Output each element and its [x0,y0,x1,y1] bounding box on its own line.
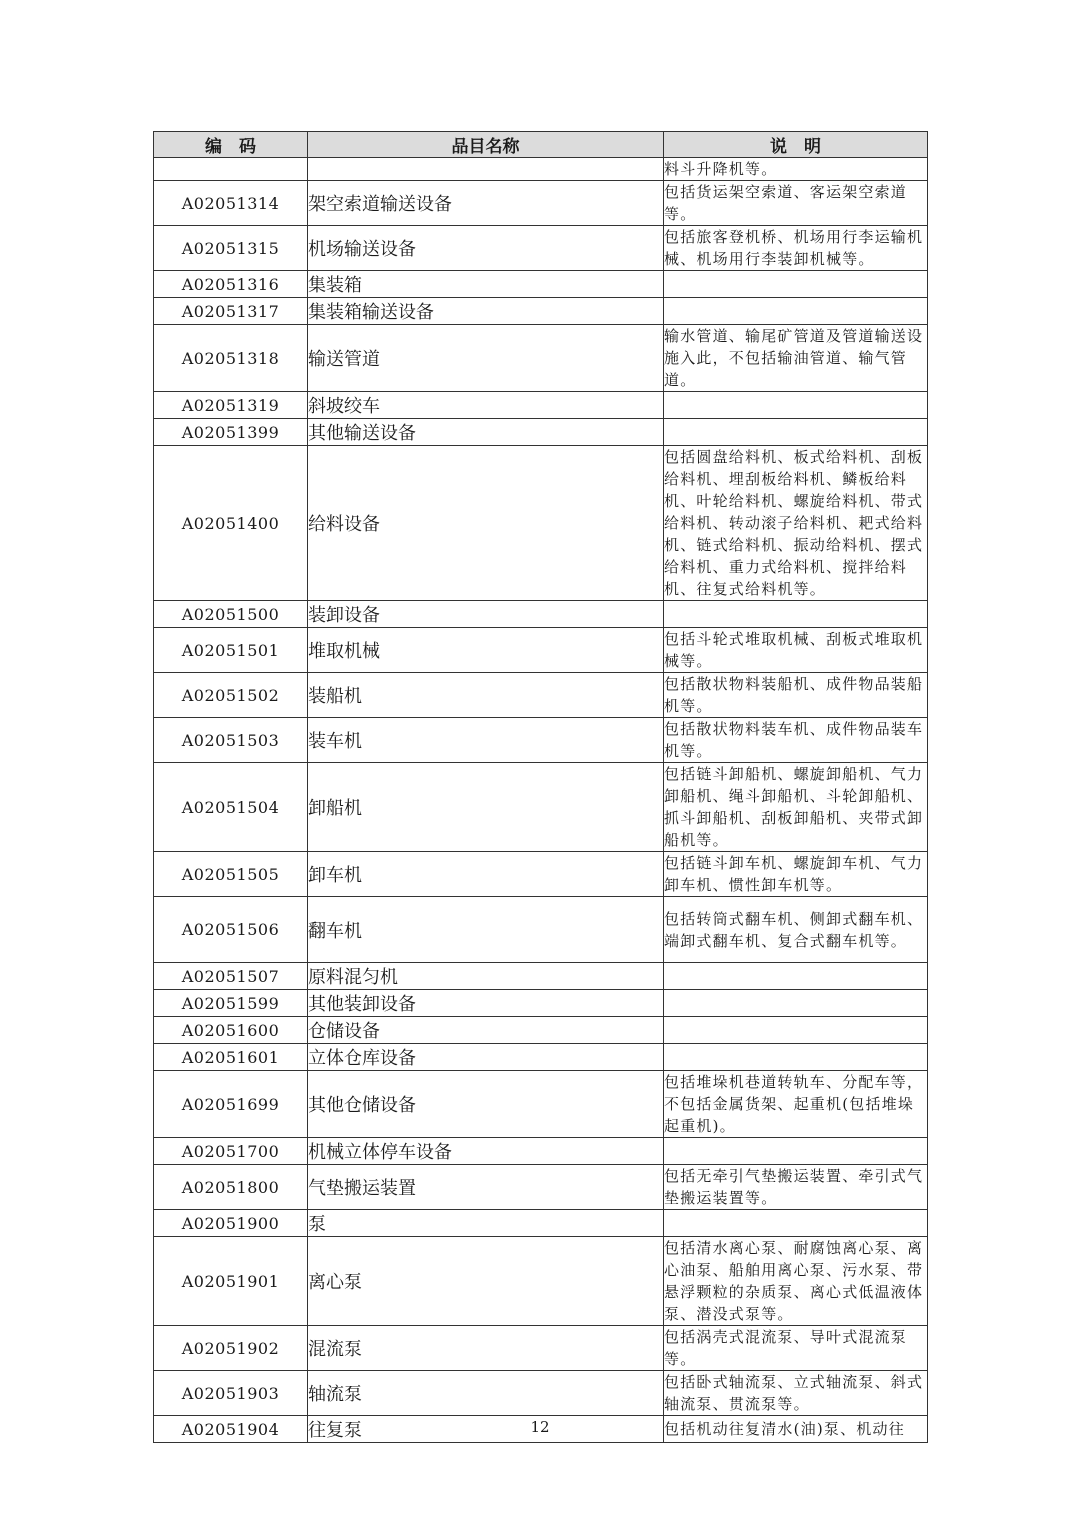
item-description: 包括链斗卸车机、螺旋卸车机、气力卸车机、惯性卸车机等。 [664,852,928,897]
item-description [664,271,928,298]
table-row [154,963,928,990]
table-row [154,718,928,763]
item-code: A02051599 [154,990,308,1017]
item-name: 装车机 [308,718,664,763]
item-name: 其他仓储设备 [308,1071,664,1138]
item-name: 斜坡绞车 [308,392,664,419]
table-row [154,1138,928,1165]
item-description: 包括货运架空索道、客运架空索道等。 [664,181,928,226]
item-name: 集装箱输送设备 [308,298,664,325]
item-name: 翻车机 [308,897,664,963]
item-name: 卸船机 [308,763,664,852]
item-code: A02051316 [154,271,308,298]
table-row [154,1237,928,1326]
catalog-table [153,131,928,1443]
item-code: A02051901 [154,1237,308,1326]
item-description [664,963,928,990]
header-description: 说 明 [664,132,928,158]
item-description: 包括散状物料装船机、成件物品装船机等。 [664,673,928,718]
table-row [154,763,928,852]
table-row [154,852,928,897]
table-row [154,271,928,298]
table-row [154,1044,928,1071]
table-row [154,1326,928,1371]
table-row [154,1165,928,1210]
item-name: 立体仓库设备 [308,1044,664,1071]
table-row [154,446,928,601]
item-name: 原料混匀机 [308,963,664,990]
item-description: 料斗升降机等。 [664,158,928,181]
item-description [664,419,928,446]
table-row [154,325,928,392]
item-code: A02051317 [154,298,308,325]
table-body [154,158,928,1443]
table-row [154,226,928,271]
item-name: 仓储设备 [308,1017,664,1044]
item-name: 集装箱 [308,271,664,298]
table-row [154,419,928,446]
table-row [154,392,928,419]
table-row [154,990,928,1017]
item-description: 包括无牵引气垫搬运装置、牵引式气垫搬运装置等。 [664,1165,928,1210]
header-row [154,132,928,158]
item-description [664,1017,928,1044]
table-row [154,158,928,181]
item-code: A02051318 [154,325,308,392]
item-code: A02051399 [154,419,308,446]
header-name: 品目名称 [308,132,664,158]
item-description: 输水管道、输尾矿管道及管道输送设施入此，不包括输油管道、输气管道。 [664,325,928,392]
table-header [154,132,928,158]
item-name: 往复泵 [308,1416,664,1443]
item-code: A02051600 [154,1017,308,1044]
item-code: A02051314 [154,181,308,226]
table-row [154,1371,928,1416]
item-code: A02051505 [154,852,308,897]
item-name: 离心泵 [308,1237,664,1326]
table-row [154,1071,928,1138]
item-code: A02051601 [154,1044,308,1071]
item-name: 架空索道输送设备 [308,181,664,226]
item-description: 包括圆盘给料机、板式给料机、刮板给料机、埋刮板给料机、鳞板给料机、叶轮给料机、螺旋给料机、带式给料机、转动滚子给料机、耙式给料机、链式给料机、振动给料机、摆式给料机、重力式给料机、搅拌给料机、往复式给料机等。 [664,446,928,601]
item-name: 其他输送设备 [308,419,664,446]
table-row [154,601,928,628]
item-name: 堆取机械 [308,628,664,673]
item-description: 包括卧式轴流泵、立式轴流泵、斜式轴流泵、贯流泵等。 [664,1371,928,1416]
item-description [664,1138,928,1165]
item-name: 轴流泵 [308,1371,664,1416]
item-description: 包括涡壳式混流泵、导叶式混流泵等。 [664,1326,928,1371]
item-description [664,990,928,1017]
item-code: A02051500 [154,601,308,628]
item-code [154,158,308,181]
item-name: 混流泵 [308,1326,664,1371]
table-row [154,1017,928,1044]
item-code: A02051319 [154,392,308,419]
header-code: 编 码 [154,132,308,158]
item-code: A02051903 [154,1371,308,1416]
item-description: 包括斗轮式堆取机械、刮板式堆取机械等。 [664,628,928,673]
item-name: 卸车机 [308,852,664,897]
table-row [154,897,928,963]
item-code: A02051503 [154,718,308,763]
item-name: 泵 [308,1210,664,1237]
item-description: 包括链斗卸船机、螺旋卸船机、气力卸船机、绳斗卸船机、斗轮卸船机、抓斗卸船机、刮板卸船机、夹带式卸船机等。 [664,763,928,852]
item-code: A02051699 [154,1071,308,1138]
item-code: A02051902 [154,1326,308,1371]
item-name: 机械立体停车设备 [308,1138,664,1165]
item-code: A02051400 [154,446,308,601]
item-code: A02051315 [154,226,308,271]
item-code: A02051506 [154,897,308,963]
item-name: 输送管道 [308,325,664,392]
table-row [154,673,928,718]
item-description [664,601,928,628]
page-number: 12 [530,1418,550,1436]
item-description [664,392,928,419]
item-code: A02051900 [154,1210,308,1237]
item-description: 包括堆垛机巷道转轨车、分配车等，不包括金属货架、起重机(包括堆垛起重机)。 [664,1071,928,1138]
table-row [154,628,928,673]
item-description [664,298,928,325]
item-name: 其他装卸设备 [308,990,664,1017]
item-code: A02051700 [154,1138,308,1165]
item-description: 包括散状物料装车机、成件物品装车机等。 [664,718,928,763]
item-name: 装船机 [308,673,664,718]
item-description [664,1210,928,1237]
item-code: A02051504 [154,763,308,852]
item-code: A02051501 [154,628,308,673]
item-code: A02051904 [154,1416,308,1443]
item-code: A02051502 [154,673,308,718]
item-description: 包括机动往复清水(油)泵、机动往 [664,1416,928,1443]
item-name: 机场输送设备 [308,226,664,271]
table-row [154,181,928,226]
table-row [154,1210,928,1237]
item-code: A02051800 [154,1165,308,1210]
item-name: 给料设备 [308,446,664,601]
table-row [154,298,928,325]
item-description: 包括转筒式翻车机、侧卸式翻车机、端卸式翻车机、复合式翻车机等。 [664,897,928,963]
item-code: A02051507 [154,963,308,990]
item-description: 包括清水离心泵、耐腐蚀离心泵、离心油泵、船舶用离心泵、污水泵、带悬浮颗粒的杂质泵、离心式低温液体泵、潜没式泵等。 [664,1237,928,1326]
item-name: 气垫搬运装置 [308,1165,664,1210]
item-name [308,158,664,181]
item-name: 装卸设备 [308,601,664,628]
item-description: 包括旅客登机桥、机场用行李运输机械、机场用行李装卸机械等。 [664,226,928,271]
item-description [664,1044,928,1071]
